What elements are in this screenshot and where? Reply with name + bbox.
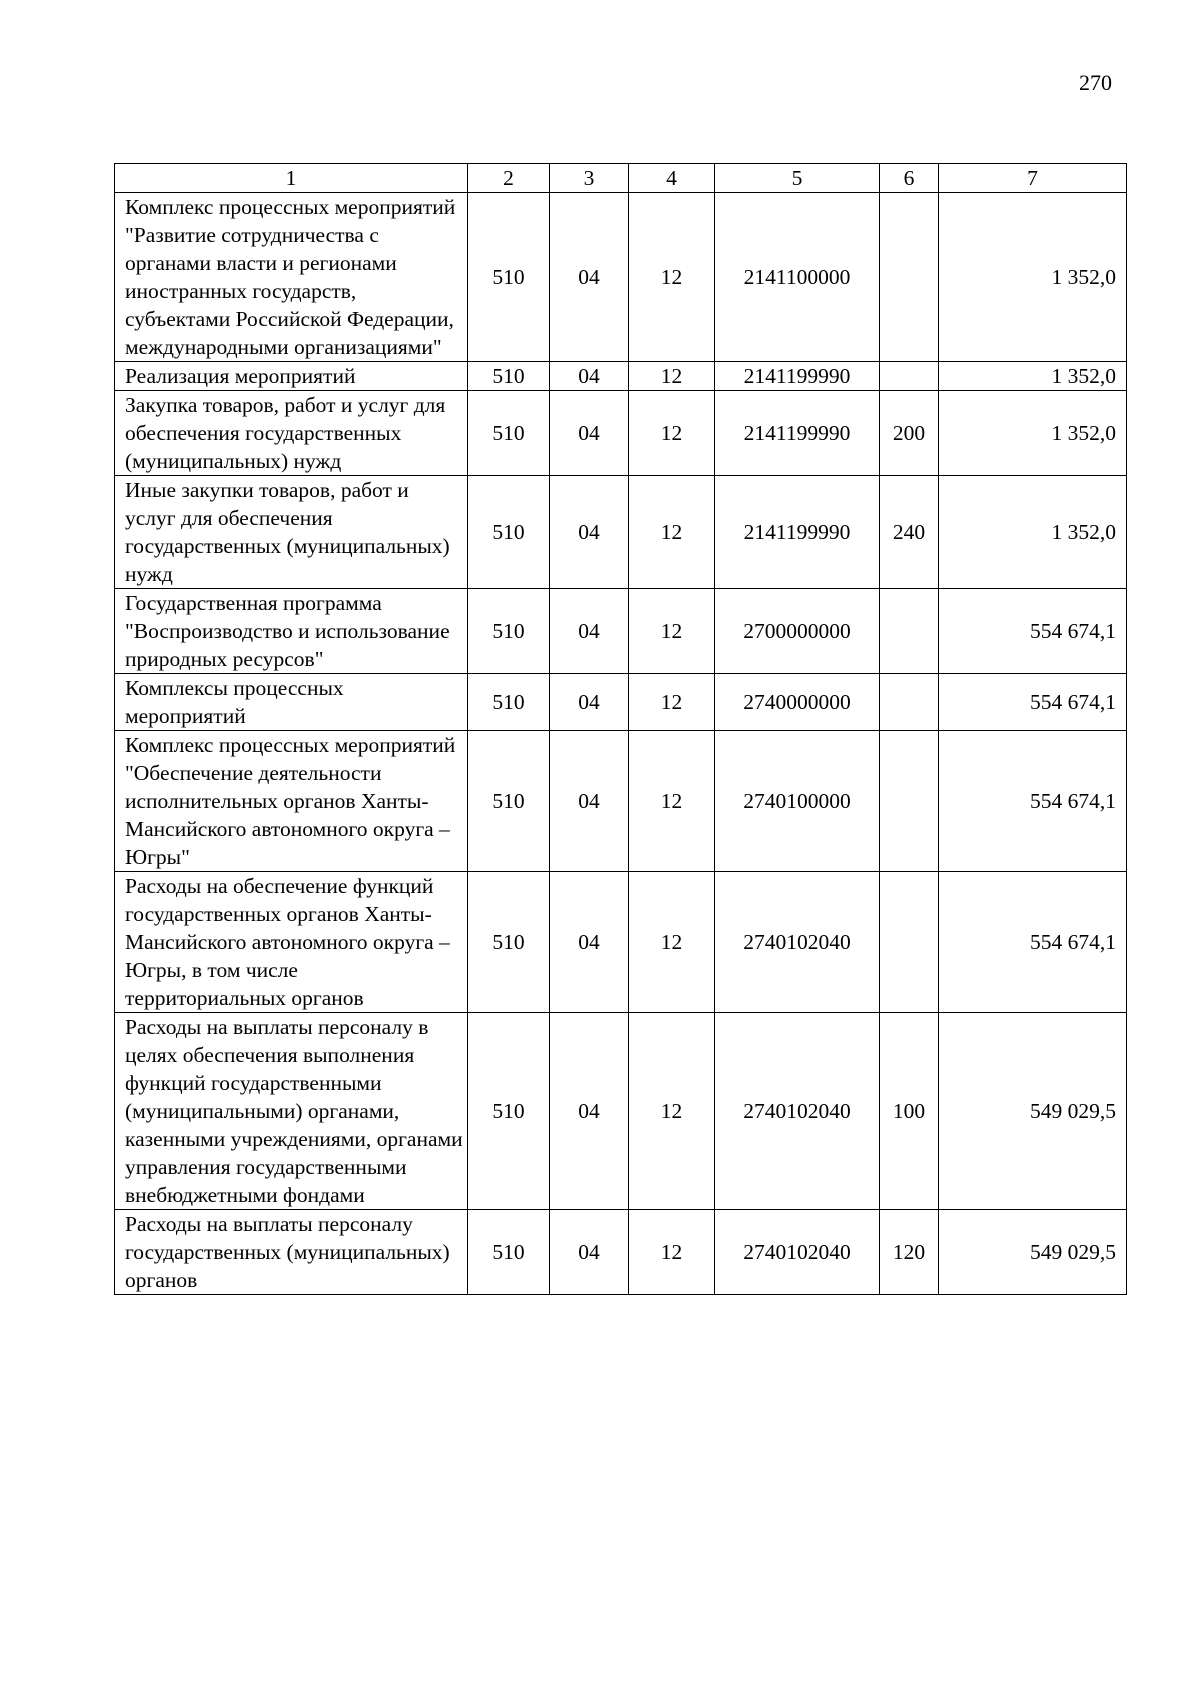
row-name: Реализация мероприятий bbox=[115, 362, 468, 391]
row-pr: 12 bbox=[629, 731, 715, 872]
row-ved: 510 bbox=[468, 476, 550, 589]
row-pr: 12 bbox=[629, 193, 715, 362]
row-name: Комплексы процессных мероприятий bbox=[115, 674, 468, 731]
row-pr: 12 bbox=[629, 391, 715, 476]
row-pr: 12 bbox=[629, 1210, 715, 1295]
row-sum: 554 674,1 bbox=[939, 731, 1127, 872]
table-row bbox=[115, 362, 1127, 391]
header-cell: 1 bbox=[115, 164, 468, 193]
table-row bbox=[115, 476, 1127, 589]
row-name: Расходы на обеспечение функций государственных органов Ханты-Мансийского автономного округа – Югры, в том числе территориальных органов bbox=[115, 872, 468, 1013]
row-vr bbox=[880, 589, 939, 674]
row-csr: 2740102040 bbox=[715, 1210, 880, 1295]
row-ved: 510 bbox=[468, 391, 550, 476]
row-sum: 554 674,1 bbox=[939, 674, 1127, 731]
row-rz: 04 bbox=[550, 589, 629, 674]
row-sum: 1 352,0 bbox=[939, 391, 1127, 476]
row-ved: 510 bbox=[468, 589, 550, 674]
row-csr: 2740102040 bbox=[715, 872, 880, 1013]
row-vr bbox=[880, 872, 939, 1013]
row-rz: 04 bbox=[550, 1210, 629, 1295]
row-rz: 04 bbox=[550, 872, 629, 1013]
row-pr: 12 bbox=[629, 674, 715, 731]
row-ved: 510 bbox=[468, 362, 550, 391]
row-rz: 04 bbox=[550, 391, 629, 476]
row-vr bbox=[880, 193, 939, 362]
row-vr: 120 bbox=[880, 1210, 939, 1295]
row-name: Иные закупки товаров, работ и услуг для обеспечения государственных (муниципальных) нужд bbox=[115, 476, 468, 589]
row-sum: 554 674,1 bbox=[939, 872, 1127, 1013]
row-pr: 12 bbox=[629, 1013, 715, 1210]
header-cell: 5 bbox=[715, 164, 880, 193]
row-vr: 240 bbox=[880, 476, 939, 589]
row-name: Государственная программа "Воспроизводство и использование природных ресурсов" bbox=[115, 589, 468, 674]
page-number: 270 bbox=[1079, 70, 1112, 95]
row-rz: 04 bbox=[550, 476, 629, 589]
row-csr: 2700000000 bbox=[715, 589, 880, 674]
row-vr bbox=[880, 362, 939, 391]
row-sum: 1 352,0 bbox=[939, 362, 1127, 391]
row-rz: 04 bbox=[550, 731, 629, 872]
table-row bbox=[115, 391, 1127, 476]
table-row bbox=[115, 872, 1127, 1013]
row-name: Расходы на выплаты персоналу в целях обеспечения выполнения функций государственными (муниципальными) органами, казенными учреждениями, органами управления государственными внебюджетными фондами bbox=[115, 1013, 468, 1210]
row-ved: 510 bbox=[468, 731, 550, 872]
row-vr: 100 bbox=[880, 1013, 939, 1210]
row-ved: 510 bbox=[468, 674, 550, 731]
budget-table bbox=[114, 163, 1127, 1295]
row-vr bbox=[880, 731, 939, 872]
row-pr: 12 bbox=[629, 872, 715, 1013]
row-sum: 1 352,0 bbox=[939, 476, 1127, 589]
row-ved: 510 bbox=[468, 1013, 550, 1210]
table-row bbox=[115, 1210, 1127, 1295]
table-header-row bbox=[115, 164, 1127, 193]
header-cell: 2 bbox=[468, 164, 550, 193]
row-name: Закупка товаров, работ и услуг для обеспечения государственных (муниципальных) нужд bbox=[115, 391, 468, 476]
row-ved: 510 bbox=[468, 872, 550, 1013]
row-vr bbox=[880, 674, 939, 731]
table-row bbox=[115, 1013, 1127, 1210]
row-csr: 2740000000 bbox=[715, 674, 880, 731]
header-cell: 6 bbox=[880, 164, 939, 193]
row-vr: 200 bbox=[880, 391, 939, 476]
row-pr: 12 bbox=[629, 476, 715, 589]
header-cell: 7 bbox=[939, 164, 1127, 193]
row-csr: 2141199990 bbox=[715, 476, 880, 589]
table-row bbox=[115, 193, 1127, 362]
row-sum: 549 029,5 bbox=[939, 1013, 1127, 1210]
row-csr: 2740100000 bbox=[715, 731, 880, 872]
row-sum: 549 029,5 bbox=[939, 1210, 1127, 1295]
header-cell: 3 bbox=[550, 164, 629, 193]
row-csr: 2141100000 bbox=[715, 193, 880, 362]
row-ved: 510 bbox=[468, 193, 550, 362]
row-name: Комплекс процессных мероприятий "Обеспечение деятельности исполнительных органов Ханты-Мансийского автономного округа – Югры" bbox=[115, 731, 468, 872]
row-pr: 12 bbox=[629, 362, 715, 391]
row-sum: 554 674,1 bbox=[939, 589, 1127, 674]
row-rz: 04 bbox=[550, 1013, 629, 1210]
row-csr: 2740102040 bbox=[715, 1013, 880, 1210]
table-row bbox=[115, 589, 1127, 674]
table-row bbox=[115, 674, 1127, 731]
row-rz: 04 bbox=[550, 362, 629, 391]
row-name: Расходы на выплаты персоналу государственных (муниципальных) органов bbox=[115, 1210, 468, 1295]
row-sum: 1 352,0 bbox=[939, 193, 1127, 362]
table-row bbox=[115, 731, 1127, 872]
header-cell: 4 bbox=[629, 164, 715, 193]
row-name: Комплекс процессных мероприятий "Развитие сотрудничества с органами власти и регионами иностранных государств, субъектами Российской Федерации, международными организациями" bbox=[115, 193, 468, 362]
row-csr: 2141199990 bbox=[715, 362, 880, 391]
row-pr: 12 bbox=[629, 589, 715, 674]
row-csr: 2141199990 bbox=[715, 391, 880, 476]
row-rz: 04 bbox=[550, 674, 629, 731]
row-rz: 04 bbox=[550, 193, 629, 362]
row-ved: 510 bbox=[468, 1210, 550, 1295]
